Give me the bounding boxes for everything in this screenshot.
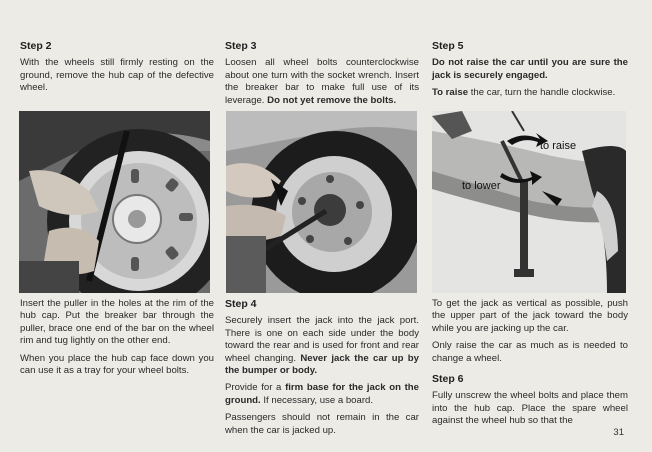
step4-p1 (225, 315, 419, 377)
step5-section (432, 40, 628, 105)
step4-p3: Passengers should not remain in the car when the car is jacked up. (225, 412, 419, 436)
step3-text-main: Loosen all wheel bolts counterclockwise about one turn with the socket wrench. Insert the breaker bar to make full use of its leverage. (225, 57, 419, 106)
step2-caption-p1: Insert the puller in the holes at the rim of the hub cap. Put the breaker bar through the puller, brace one end of the bar on the wheel rim and tug lightly on the other end. (20, 298, 214, 347)
step4-p1-main: Securely insert the jack into the jack port. There is one on each side under the body toward the rear and is used for front and rear wheel changing. (225, 315, 419, 364)
step3-title: Step 3 (225, 40, 257, 52)
photo-hub-cap-removal (19, 111, 210, 293)
label-to-lower: to lower (462, 180, 501, 192)
step3-text (225, 57, 419, 107)
step5-warning (432, 57, 628, 82)
step4-p2-end: If necessary, use a board. (263, 394, 374, 406)
page-number: 31 (613, 427, 624, 438)
step5-raise (432, 87, 628, 99)
step4-p2 (225, 382, 419, 407)
step5-caption (432, 298, 628, 433)
step6-text: Fully unscrew the wheel bolts and place them into the hub cap. Place the spare wheel against the wheel hub so that the (432, 390, 628, 427)
step3-text-bold: Do not yet remove the bolts. (267, 94, 397, 106)
step2-caption-p2: When you place the hub cap face down you can use it as a tray for your wheel bolts. (20, 352, 214, 377)
step5-raise-bold: To raise (432, 87, 469, 99)
step4-section (225, 298, 419, 442)
step2-section (20, 40, 214, 100)
step3-section (225, 40, 419, 112)
step6-title: Step 6 (432, 373, 464, 386)
step4-p2-bold: firm base for the jack on the ground. (225, 382, 419, 406)
step5-caption-p2: Only raise the car as much as is needed to change a wheel. (432, 340, 628, 364)
step4-p2-start: Provide for a (225, 382, 282, 394)
step5-title: Step 5 (432, 40, 464, 52)
step4-title: Step 4 (225, 298, 257, 310)
photo-jack-diagram (432, 111, 626, 293)
step4-p1-bold: Never jack the car up by the bumper or body. (225, 352, 419, 377)
step2-text: With the wheels still firmly resting on the ground, remove the hub cap of the defective wheel. (20, 57, 214, 94)
label-to-raise: to raise (540, 140, 577, 152)
step2-caption (20, 298, 214, 382)
photo-loosen-bolts (226, 111, 417, 293)
step5-raise-text: the car, turn the handle clockwise. (470, 87, 616, 99)
step5-warning-bold: Do not raise the car until you are sure the jack is securely engaged. (432, 57, 628, 81)
step5-caption-p1: To get the jack as vertical as possible, push the upper part of the jack toward the body while you are jacking up the car. (432, 298, 628, 334)
step2-title: Step 2 (20, 40, 52, 52)
